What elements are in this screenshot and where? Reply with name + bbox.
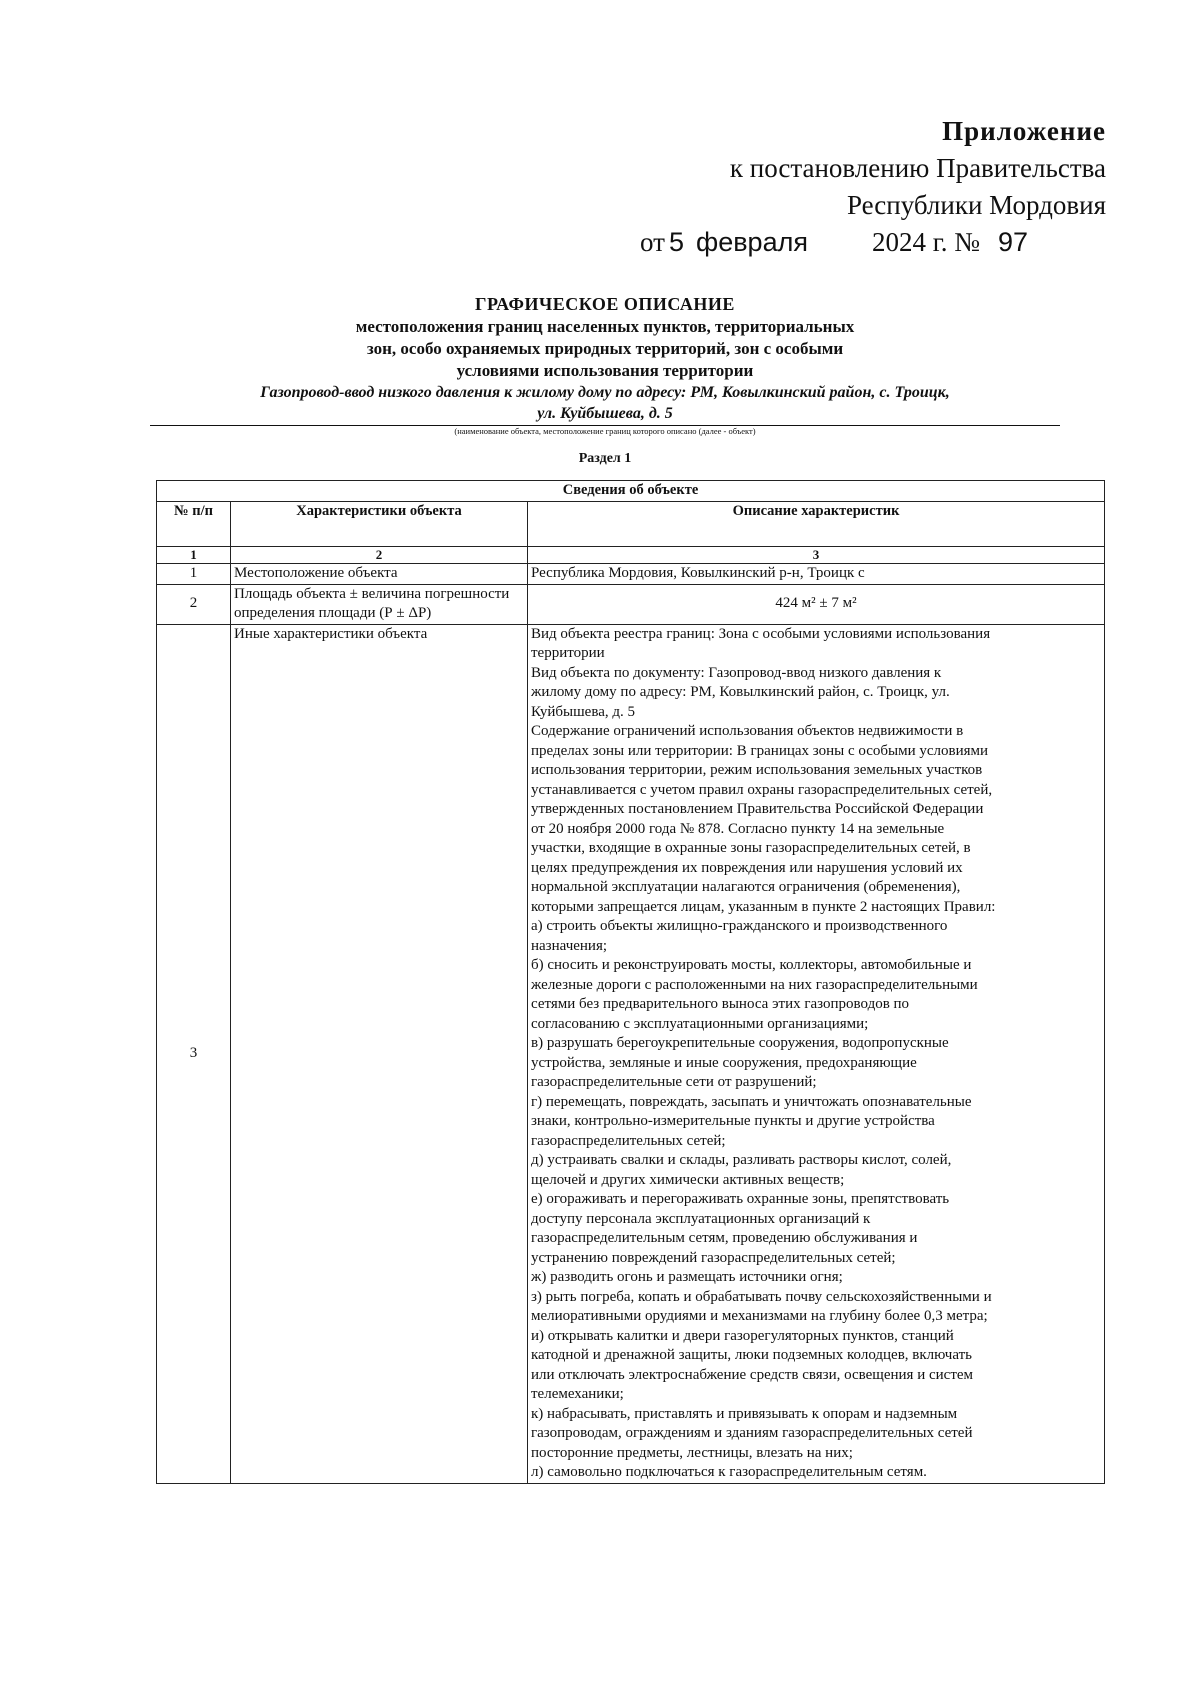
desc-line: согласованию с эксплуатационными организациями; (531, 1015, 869, 1032)
desc-line: мелиоративными орудиями и механизмами на глубину более 0,3 метра; (531, 1308, 988, 1324)
table-row (157, 584, 1105, 624)
row-desc-lines (528, 624, 1105, 1483)
appendix-line-2: Республики Мордовия (846, 190, 1106, 220)
desc-line: железные дороги с расположенными на них газораспределительными (531, 976, 978, 993)
desc-line: телемеханики; (531, 1386, 624, 1402)
desc-line: утвержденных постановлением Правительства Российской Федерации (531, 801, 984, 817)
desc-line: сетями без предварительного выноса этих газопроводов по (531, 996, 910, 1012)
desc-line: газораспределительным сетям, проведению обслуживания и (531, 1230, 918, 1246)
header-char: Характеристики объекта (231, 502, 528, 547)
desc-line: Содержание ограничений использования объектов недвижимости в (531, 723, 964, 739)
desc-line: устанавливается с учетом правил охраны газораспределительных сетей, (531, 781, 993, 798)
desc-line: территории (531, 645, 605, 661)
desc-line: пределах зоны или территории: В границах зоны с особыми условиями (531, 742, 989, 759)
desc-line: Вид объекта по документу: Газопровод-ввод низкого давления к (531, 664, 942, 681)
desc-line: катодной и дренажной защиты, люки подземных колодцев, включать (531, 1347, 972, 1363)
desc-line: устранению повреждений газораспределительных сетей; (531, 1249, 896, 1266)
table-row (157, 624, 1105, 1483)
heading-subtitle-2: зон, особо охраняемых природных территорий, зон с особыми (366, 339, 844, 358)
desc-line: и) открывать калитки и двери газорегуляторных пунктов, станций (531, 1327, 954, 1344)
row-desc: 424 м² ± 7 м² (528, 584, 1105, 624)
desc-line: или отключать электроснабжение средств связи, освещения и систем (531, 1366, 974, 1383)
object-name-1: Газопровод-ввод низкого давления к жилому дому по адресу: РМ, Ковылкинский район, с. Троицк, (260, 384, 950, 401)
heading-title: ГРАФИЧЕСКОЕ ОПИСАНИЕ (475, 294, 735, 314)
appendix-block (640, 112, 1106, 257)
header-desc: Описание характеристик (528, 502, 1105, 547)
object-name-2: ул. Куйбышева, д. 5 (537, 405, 673, 422)
desc-line: от 20 ноября 2000 года № 878. Согласно пункту 14 на земельные (531, 820, 945, 837)
desc-line: газораспределительные сети от разрушений; (531, 1074, 817, 1090)
desc-line: посторонние предметы, лестницы, влезать на них; (531, 1444, 853, 1461)
heading-subtitle-3: условиями использования территории (456, 361, 754, 380)
row-num: 1 (157, 564, 231, 585)
desc-line: которыми запрещается лицам, указанным в пункте 2 настоящих Правил: (531, 898, 996, 915)
table-row (157, 564, 1105, 585)
desc-line: е) огораживать и перегораживать охранные зоны, препятствовать (531, 1191, 950, 1207)
appendix-date (640, 224, 1060, 261)
row-num: 2 (157, 584, 231, 624)
desc-line: целях предупреждения их повреждения или нарушения условий их (531, 859, 963, 876)
desc-line: к) набрасывать, приставлять и привязывать к опорам и надземным (531, 1405, 958, 1422)
desc-line: в) разрушать берегоукрепительные сооружения, водопропускные (531, 1035, 949, 1051)
desc-line: нормальной эксплуатации налагаются ограничения (обременения), (531, 879, 961, 895)
section-title: Раздел 1 (578, 451, 632, 466)
desc-line: участки, входящие в охранные зоны газораспределительных сетей, в (531, 840, 971, 856)
col-number-3: 3 (528, 547, 1105, 564)
desc-line: устройства, земляные и иные сооружения, предохраняющие (531, 1054, 917, 1071)
table-caption: Сведения об объекте (157, 481, 1105, 502)
date-year: 2024 г. № (871, 227, 981, 257)
desc-line: б) сносить и реконструировать мосты, коллекторы, автомобильные и (531, 957, 972, 973)
date-prefix: от (640, 227, 665, 257)
row-desc: Республика Мордовия, Ковылкинский р-н, Троицк с (528, 564, 1105, 585)
desc-line: л) самовольно подключаться к газораспределительным сетям. (531, 1464, 927, 1480)
desc-line: г) перемещать, повреждать, засыпать и уничтожать опознавательные (531, 1093, 972, 1110)
document-heading (150, 292, 1060, 467)
desc-line: жилому дому по адресу: РМ, Ковылкинский район, с. Троицк, ул. (531, 684, 950, 700)
date-month: февраля (695, 227, 808, 257)
desc-line: д) устраивать свалки и склады, разливать растворы кислот, солей, (531, 1152, 952, 1168)
desc-line: з) рыть погреба, копать и обрабатывать почву сельскохозяйственными и (531, 1288, 992, 1305)
row-num: 3 (157, 624, 231, 1483)
desc-line: знаки, контрольно-измерительные пункты и другие устройства (531, 1113, 935, 1129)
heading-subtitle-1: местоположения границ населенных пунктов, территориальных (355, 317, 855, 336)
desc-line: газораспределительных сетей; (531, 1132, 726, 1149)
desc-line: газопроводам, ограждениям и зданиям газораспределительных сетей (531, 1425, 973, 1441)
desc-line: ж) разводить огонь и размещать источники огня; (531, 1269, 843, 1285)
desc-line: доступу персонала эксплуатационных организаций к (531, 1210, 871, 1227)
col-number-1: 1 (157, 547, 231, 564)
row-char: Местоположение объекта (231, 564, 528, 585)
header-num: № п/п (157, 502, 231, 547)
desc-line: щелочей и других химически активных веществ; (531, 1171, 845, 1188)
desc-line: назначения; (531, 937, 608, 954)
appendix-title: Приложение (942, 116, 1106, 146)
desc-line: использования территории, режим использования земельных участков (531, 762, 983, 778)
appendix-line-1: к постановлению Правительства (729, 153, 1106, 183)
desc-line: Вид объекта реестра границ: Зона с особыми условиями использования (531, 625, 991, 642)
desc-line: а) строить объекты жилищно-гражданского и производственного (531, 918, 948, 934)
object-info-table (156, 480, 1105, 1484)
object-caption: (наименование объекта, местоположение границ которого описано (далее - объект) (454, 426, 756, 436)
col-number-2: 2 (231, 547, 528, 564)
date-number: 97 (998, 227, 1029, 257)
row-char: Площадь объекта ± величина погрешности определения площади (Р ± ΔР) (231, 584, 528, 624)
date-day: 5 (668, 227, 684, 257)
row-char: Иные характеристики объекта (231, 624, 528, 1483)
desc-line: Куйбышева, д. 5 (531, 703, 635, 720)
